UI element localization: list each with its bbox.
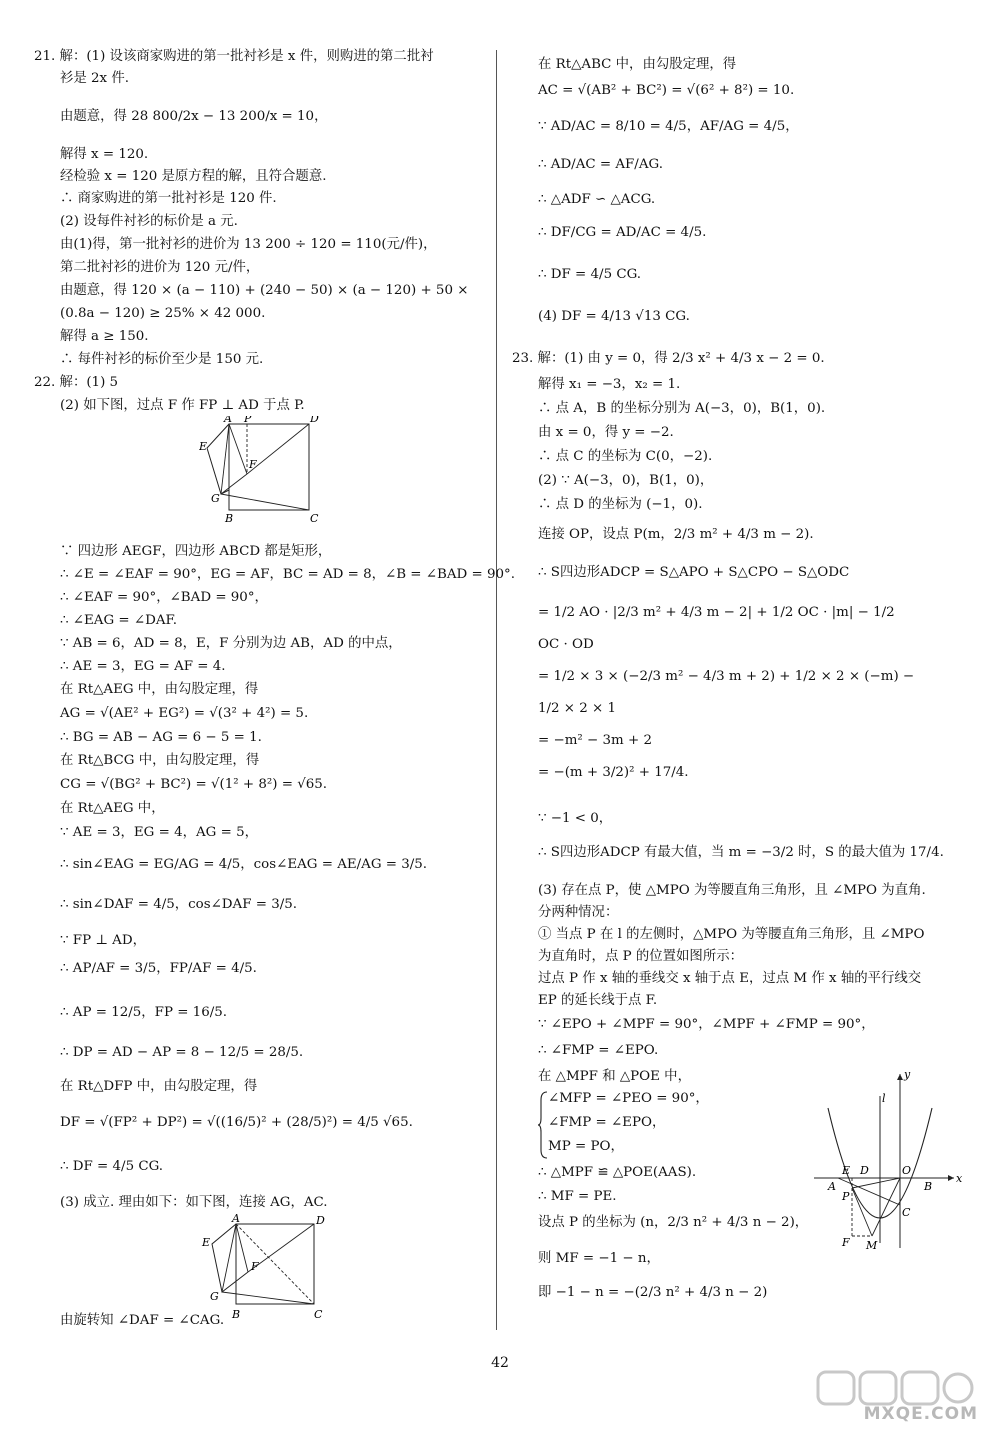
text-line: 过点 P 作 x 轴的垂线交 x 轴于点 E，过点 M 作 x 轴的平行线交 [538, 971, 922, 986]
svg-text:P: P [244, 416, 252, 425]
text-line: 在 Rt△AEG 中， [60, 801, 165, 816]
svg-text:A: A [828, 1180, 836, 1193]
text-line: = −m² − 3m + 2 [538, 733, 652, 748]
text-line: ∴ ∠E = ∠EAF = 90°，EG = AF，BC = AD = 8，∠B = ∠BAD = 90°. [60, 567, 515, 582]
text-line: ∴ △MPF ≌ △POE(AAS). [538, 1165, 697, 1180]
svg-text:F: F [251, 1260, 259, 1273]
text-line: ∴ AE = 3，EG = AF = 4. [60, 659, 226, 674]
svg-text:B: B [232, 1308, 241, 1321]
text-line: ∴ DP = AD − AP = 8 − 12/5 = 28/5. [60, 1045, 304, 1060]
text-line: EP 的延长线于点 F. [538, 993, 658, 1008]
text-line: ∴ AP/AF = 3/5，FP/AF = 4/5. [60, 961, 257, 976]
svg-text:B: B [225, 512, 234, 525]
text-line: ∠MFP = ∠PEO = 90°， [548, 1091, 709, 1106]
svg-text:F: F [249, 458, 257, 471]
svg-text:D: D [310, 416, 319, 425]
text-line: 在 Rt△DFP 中，由勾股定理，得 [60, 1079, 258, 1094]
text-line: ∴ DF = 4/5 CG. [60, 1159, 164, 1174]
text-line: ∴ ∠EAG = ∠DAF. [60, 613, 177, 628]
svg-text:O: O [902, 1164, 912, 1177]
svg-text:P: P [842, 1190, 850, 1203]
text-line: ∴ △ADF ∽ △ACG. [538, 192, 656, 207]
text-line: 分两种情况： [538, 905, 619, 920]
text-line: 第二批衬衫的进价为 120 元/件， [60, 260, 260, 275]
text-line: 1/2 × 2 × 1 [538, 701, 617, 716]
text-line: 在 Rt△BCG 中，由勾股定理，得 [60, 753, 260, 768]
text-line: 设点 P 的坐标为 (n，2/3 n² + 4/3 n − 2)， [538, 1215, 809, 1230]
text-line: ① 当点 P 在 l 的左侧时，△MPO 为等腰直角三角形，且 ∠MPO [538, 927, 925, 942]
svg-text:E: E [199, 440, 208, 453]
text-line: 由(1)得，第一批衬衫的进价为 13 200 ÷ 120 = 110(元/件)， [60, 237, 437, 252]
text-line: (2) ∵ A(−3，0)，B(1，0)， [538, 473, 714, 488]
text-line: 由旋转知 ∠DAF = ∠CAG. [60, 1313, 225, 1328]
text-line: 21. 解：(1) 设该商家购进的第一批衬衫是 x 件，则购进的第二批衬 [34, 49, 434, 64]
text-line: 由 x = 0，得 y = −2. [538, 425, 674, 440]
svg-text:C: C [902, 1206, 911, 1219]
svg-text:A: A [232, 1214, 240, 1225]
text-line: ∵ AD/AC = 8/10 = 4/5，AF/AG = 4/5， [538, 119, 799, 134]
text-line: AC = √(AB² + BC²) = √(6² + 8²) = 10. [538, 83, 795, 98]
svg-text:y: y [904, 1068, 911, 1081]
svg-text:E: E [202, 1236, 211, 1249]
text-line: = 1/2 AO · |2/3 m² + 4/3 m − 2| + 1/2 OC · |m| − 1/2 [538, 605, 895, 620]
svg-text:G: G [210, 1290, 219, 1303]
page-number: 42 [491, 1355, 509, 1371]
text-line: ∠FMP = ∠EPO， [548, 1115, 666, 1130]
text-line: 为直角时，点 P 的位置如图所示： [538, 949, 743, 964]
text-line: 在 △MPF 和 △POE 中， [538, 1069, 691, 1084]
text-line: ∴ 点 A，B 的坐标分别为 A(−3，0)，B(1，0). [538, 401, 826, 416]
text-line: ∴ 点 D 的坐标为 (−1，0). [538, 497, 703, 512]
text-line: 连接 OP，设点 P(m，2/3 m² + 4/3 m − 2). [538, 527, 814, 542]
text-line: ∴ sin∠EAG = EG/AG = 4/5，cos∠EAG = AE/AG = 3/5. [60, 857, 428, 872]
text-line: ∴ AP = 12/5，FP = 16/5. [60, 1005, 228, 1020]
text-line: OC · OD [538, 637, 594, 652]
text-line: 衫是 2x 件. [60, 71, 130, 86]
svg-text:l: l [882, 1092, 886, 1105]
text-line: = −(m + 3/2)² + 17/4. [538, 765, 689, 780]
text-line: ∵ −1 < 0， [538, 811, 613, 826]
text-line: (0.8a − 120) ≥ 25% × 42 000. [60, 306, 266, 321]
text-line: 在 Rt△AEG 中，由勾股定理，得 [60, 682, 259, 697]
text-line: (2) 如下图，过点 F 作 FP ⊥ AD 于点 P. [60, 398, 305, 413]
text-line: ∴ 商家购进的第一批衬衫是 120 件. [60, 191, 277, 206]
text-line: (4) DF = 4/13 √13 CG. [538, 309, 690, 324]
text-line: = 1/2 × 3 × (−2/3 m² − 4/3 m + 2) + 1/2 × 2 × (−m) − [538, 669, 915, 684]
text-line: AG = √(AE² + EG²) = √(3² + 4²) = 5. [60, 706, 309, 721]
text-line: 在 Rt△ABC 中，由勾股定理，得 [538, 57, 737, 72]
text-line: MP = PO， [548, 1139, 624, 1154]
text-line: 经检验 x = 120 是原方程的解，且符合题意. [60, 169, 327, 184]
svg-text:D: D [860, 1164, 869, 1177]
text-line: CG = √(BG² + BC²) = √(1² + 8²) = √65. [60, 777, 328, 792]
text-line: 由题意，得 120 × (a − 110) + (240 − 50) × (a − 120) + 50 × [60, 283, 469, 298]
column-divider [496, 50, 497, 1330]
text-line: (3) 成立. 理由如下：如下图，连接 AG，AC. [60, 1195, 328, 1210]
text-line: ∵ FP ⊥ AD， [60, 933, 146, 948]
system-brace [538, 1090, 548, 1164]
text-line: DF = √(FP² + DP²) = √((16/5)² + (28/5)²) = 4/5 √65. [60, 1115, 413, 1130]
text-line: 即 −1 − n = −(2/3 n² + 4/3 n − 2) [538, 1285, 768, 1300]
svg-text:C: C [314, 1308, 323, 1321]
svg-text:G: G [211, 492, 220, 505]
svg-text:x: x [956, 1172, 963, 1185]
svg-text:F: F [842, 1236, 850, 1249]
text-line: ∴ BG = AB − AG = 6 − 5 = 1. [60, 730, 262, 745]
text-line: ∴ S四边形ADCP = S△APO + S△CPO − S△ODC [538, 565, 850, 580]
text-line: (2) 设每件衬衫的标价是 a 元. [60, 214, 238, 229]
text-line: 由题意，得 28 800/2x − 13 200/x = 10， [60, 109, 328, 124]
text-line: ∴ sin∠DAF = 4/5，cos∠DAF = 3/5. [60, 897, 298, 912]
text-line: ∴ 点 C 的坐标为 C(0，−2). [538, 449, 713, 464]
text-line: ∴ 每件衬衫的标价至少是 150 元. [60, 352, 264, 367]
text-line: 解得 x = 120. [60, 147, 149, 162]
svg-text:E: E [842, 1164, 851, 1177]
text-line: ∴ AD/AC = AF/AG. [538, 157, 663, 172]
svg-text:D: D [316, 1214, 325, 1227]
text-line: 解得 a ≥ 150. [60, 329, 149, 344]
text-line: ∴ S四边形ADCP 有最大值，当 m = −3/2 时，S 的最大值为 17/4. [538, 845, 944, 860]
text-line: ∵ AB = 6，AD = 8，E，F 分别为边 AB，AD 的中点， [60, 636, 402, 651]
text-line: ∴ ∠EAF = 90°，∠BAD = 90°， [60, 590, 268, 605]
text-line: 23. 解：(1) 由 y = 0，得 2/3 x² + 4/3 x − 2 = 0. [512, 351, 825, 366]
svg-text:B: B [924, 1180, 933, 1193]
text-line: ∴ DF/CG = AD/AC = 4/5. [538, 225, 707, 240]
svg-text:A: A [224, 416, 232, 425]
text-line: ∵ 四边形 AEGF，四边形 ABCD 都是矩形， [60, 544, 332, 559]
svg-text:M: M [866, 1239, 878, 1250]
text-line: ∵ ∠EPO + ∠MPF = 90°，∠MPF + ∠FMP = 90°， [538, 1017, 875, 1032]
text-line: ∵ AE = 3，EG = 4，AG = 5， [60, 825, 258, 840]
rectangle-figure-2 [200, 1214, 330, 1328]
text-line: ∴ DF = 4/5 CG. [538, 267, 642, 282]
parabola-figure [808, 1068, 968, 1254]
text-line: ∴ MF = PE. [538, 1189, 617, 1204]
rectangle-figure-1 [199, 416, 319, 530]
text-line: 解得 x₁ = −3，x₂ = 1. [538, 377, 681, 392]
text-line: ∴ ∠FMP = ∠EPO. [538, 1043, 659, 1058]
text-line: (3) 存在点 P，使 △MPO 为等腰直角三角形，且 ∠MPO 为直角. [538, 883, 926, 898]
svg-text:C: C [310, 512, 319, 525]
text-line: 22. 解：(1) 5 [34, 375, 119, 390]
watermark-text: MXQE.COM [863, 1404, 978, 1424]
text-line: 则 MF = −1 − n， [538, 1251, 660, 1266]
